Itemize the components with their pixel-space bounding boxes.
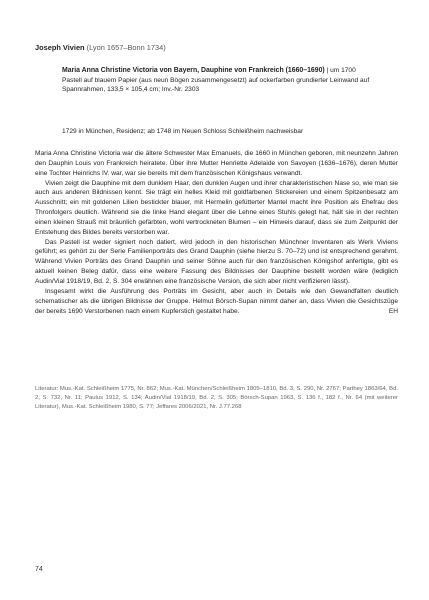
essay-text — [35, 149, 398, 316]
literature-references: Literatur: Mus.-Kat. Schleißheim 1775, Nr. 862; Mus.-Kat. München/Schleißheim 1805–1810, Bd. 3, S. 290, Nr. 2767; Parthey 1863/64, Bd. 2, S. 732, Nr. 11; Paulus 1912, S. 134; Audin/Vial 1918/19, Bd. 2, S. 305; Börsch-Supan 1963, S. 136 f., 182 f., Nr. 64 (mit weiterer Literatur), Mus.-Kat. Schleißheim 1980, S. 77; Jeffares 2006/2021, Nr. J.77.268 — [35, 386, 398, 411]
artwork-title-line — [62, 66, 400, 76]
artwork-entry — [62, 66, 400, 95]
artwork-date: | um 1700 — [324, 67, 356, 74]
page-number: 74 — [35, 566, 43, 573]
essay-paragraph: Das Pastell ist weder signiert noch datiert, wird jedoch in den historischen Münchner Inventaren als Werk Viviens geführt; es gehört zu der Serie Familienporträts des Grand Dauphin (siehe hierzu S. 70–72) und ist entsprechend gerahmt. Während Vivien Porträts des Grand Dauphin und seiner Söhne auch für den französischen Königshof anfertigte, gibt es aktuell keinen Beleg dafür, dass eine weitere Fassung des Bildnisses der Dauphine bestellt worden wäre (lediglich Audin/Vial 1918/19, Bd. 2, S. 304 erwähnen eine französische Version, die sich aber nicht verifizieren lässt). — [35, 238, 398, 285]
essay-paragraph-text: Insgesamt wirkt die Ausführung des Porträts im Gesicht, aber auch in Details wie den Gewandfalten deutlich schematischer als die übrigen Bildnisse der Gruppe. Helmut Börsch-Supan nimmt daher an, dass Vivien die Gesichtszüge der bereits 1690 Verstorbenen nach einem Kupferstich gestaltet habe. — [35, 287, 398, 315]
artist-dates: (Lyon 1657–Bonn 1734) — [84, 43, 166, 52]
provenance: 1729 in München, Residenz; ab 1748 im Neuen Schloss Schleißheim nachweisbar — [62, 128, 304, 135]
artist-name: Joseph Vivien — [35, 43, 85, 52]
essay-paragraph: Vivien zeigt die Dauphine mit dem dunklem Haar, den dunklen Augen und ihrer charakteristischen Nase so, wie man sie auch aus anderen Bildnissen kennt. Sie trägt ein helles Kleid mit goldfarbenen Stickereien und einem Spitzenbesatz am Ausschnitt; ein mit goldenen Lilien bestickter blauer, mit Hermelin gefütterter Mantel macht ihre Position als Ehefrau des Thronfolgers deutlich. Während sie die linke Hand elegant über die Lehne eines Stuhls gelegt hat, hält sie in der rechten einen kleinen Strauß mit bräunlich gefärbten, wohl vertrockneten Blumen – ein Hinweis darauf, dass sie zum Zeitpunkt der Entstehung des Bildes bereits verstorben war. — [35, 179, 398, 236]
artwork-title: Maria Anna Christine Victoria von Bayern, Dauphine von Frankreich (1660–1690) — [62, 67, 325, 74]
essay-paragraph — [35, 287, 398, 317]
artwork-medium: Pastell auf blauem Papier (aus neun Bögen zusammengesetzt) auf ockerfarben grundierter Leinwand auf Spannrahmen, 133,5 × 105,4 cm; Inv.-Nr. 2303 — [62, 76, 370, 94]
author-initials: EH — [388, 307, 398, 315]
essay-paragraph: Maria Anna Christine Victoria war die ältere Schwester Max Emanuels, die 1660 in München geboren, mit neunzehn Jahren den Dauphin Louis von Frankreich heiratete. Über ihre Mutter Henriette Adelaide von Savoyen (1636–1676), deren Mutter eine Tochter Heinrichs IV. war, war sie bereits mit dem französischen Königshaus verwandt. — [35, 150, 398, 177]
artist-heading — [35, 43, 395, 53]
